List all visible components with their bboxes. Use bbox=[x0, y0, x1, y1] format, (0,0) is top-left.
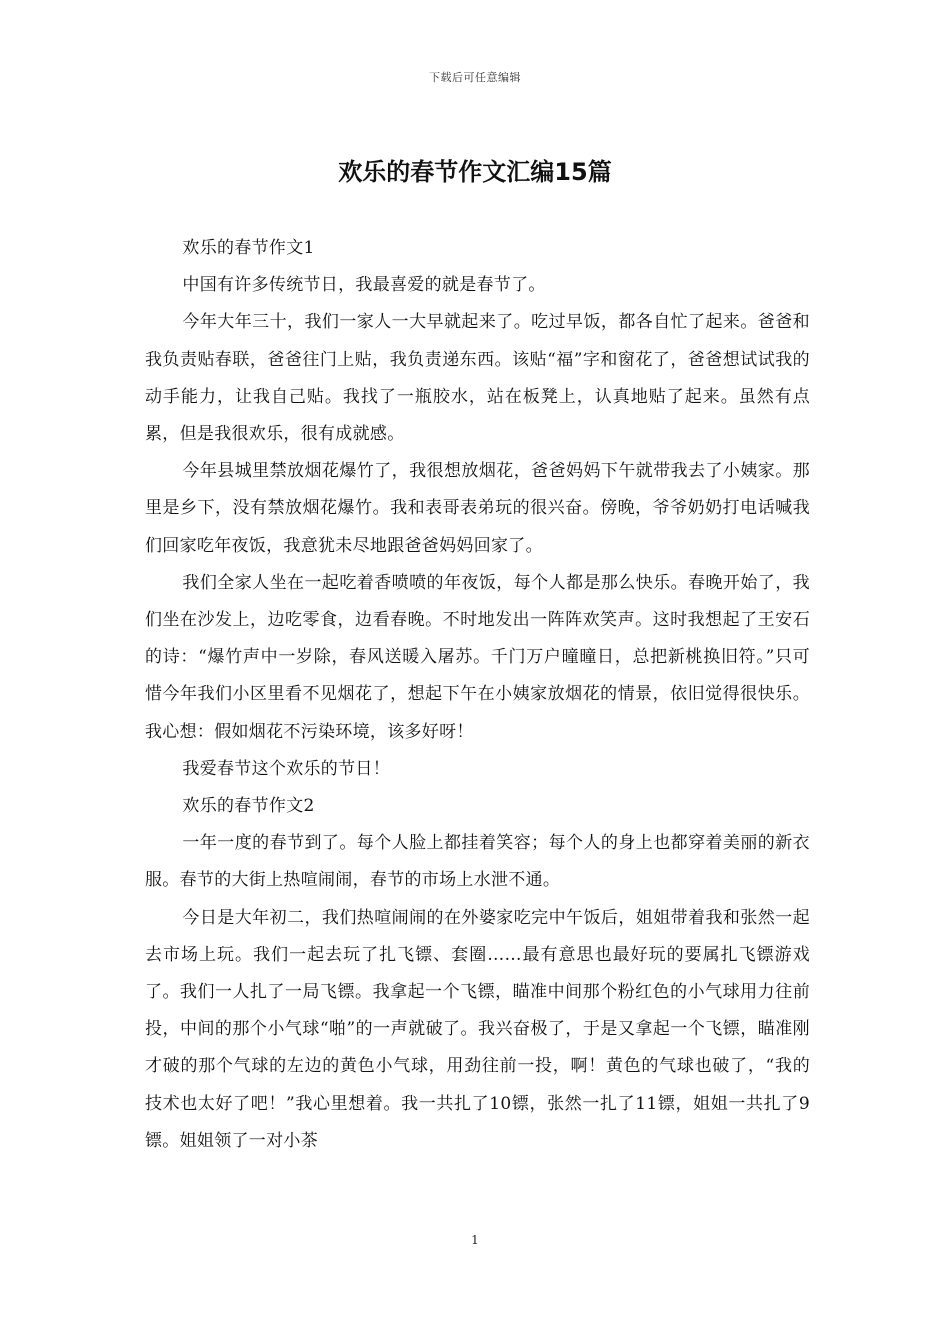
paragraph: 中国有许多传统节日，我最喜爱的就是春节了。 bbox=[182, 275, 546, 296]
header-note: 下载后可任意编辑 bbox=[429, 71, 521, 84]
paragraph: 今日是大年初二，我们热喧闹闹的在外婆家吃完中午饭后，姐姐带着我和张然一起去市场上玩。我们一起去玩了扎飞镖、套圈……最有意思也最好玩的要属扎飞镖游戏了。我们一人扎了一局飞镖。我拿起一个飞镖，瞄准中间那个粉红色的小气球用力往前投，中间的那个小气球“啪”的一声就破了。我兴奋极了，于是又拿起一个飞镖，瞄准刚才破的那个气球的左边的黄色小气球，用劲往前一投，啊！黄色的气球也破了，“我的技术也太好了吧！”我心里想着。我一共扎了10镖，张然一扎了11镖，姐姐一共扎了9镖。姐姐领了一对小茶 bbox=[145, 907, 810, 1151]
page-number: 1 bbox=[471, 1233, 479, 1247]
paragraph: 今年大年三十，我们一家人一大早就起来了。吃过早饭，都各自忙了起来。爸爸和我负责贴春联，爸爸往门上贴，我负责递东西。该贴“福”字和窗花了，爸爸想试试我的动手能力，让我自己贴。我找了一瓶胶水，站在板凳上，认真地贴了起来。虽然有点累，但是我很欢乐，很有成就感。 bbox=[145, 312, 810, 445]
paragraph: 今年县城里禁放烟花爆竹了，我很想放烟花，爸爸妈妈下午就带我去了小姨家。那里是乡下，没有禁放烟花爆竹。我和表哥表弟玩的很兴奋。傍晚，爷爷奶奶打电话喊我们回家吃年夜饭，我意犹未尽地跟爸爸妈妈回家了。 bbox=[145, 461, 810, 556]
section-heading: 欢乐的春节作文1 bbox=[182, 238, 315, 258]
document-title: 欢乐的春节作文汇编15篇 bbox=[338, 158, 612, 186]
paragraph: 我们全家人坐在一起吃着香喷喷的年夜饭，每个人都是那么快乐。春晚开始了，我们坐在沙发上，边吃零食，边看春晚。不时地发出一阵阵欢笑声。这时我想起了王安石的诗：“爆竹声中一岁除，春风送暖入屠苏。千门万户曈曈日，总把新桃换旧符。”只可惜今年我们小区里看不见烟花了，想起下午在小姨家放烟花的情景，依旧觉得很快乐。我心想：假如烟花不污染环境，该多好呀！ bbox=[145, 572, 810, 742]
paragraph: 一年一度的春节到了。每个人脸上都挂着笑容；每个人的身上也都穿着美丽的新衣服。春节的大街上热喧闹闹，春节的市场上水泄不通。 bbox=[145, 833, 810, 891]
section-heading: 欢乐的春节作文2 bbox=[182, 796, 315, 817]
paragraph: 我爱春节这个欢乐的节日！ bbox=[182, 758, 390, 779]
document-body bbox=[145, 230, 810, 1160]
